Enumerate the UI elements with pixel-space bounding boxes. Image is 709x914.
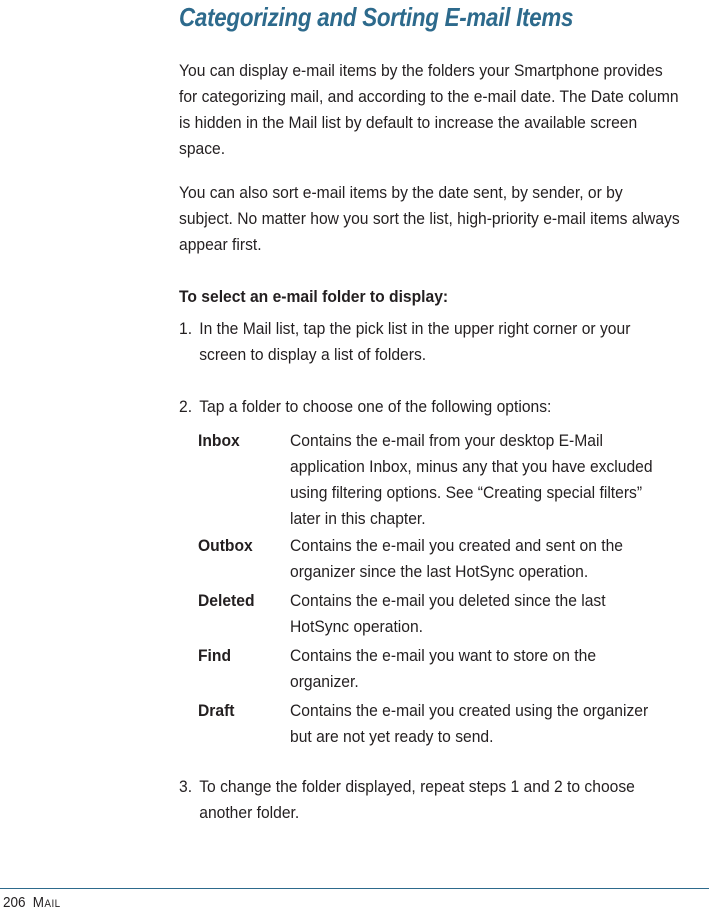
step-text: In the Mail list, tap the pick list in the upper right corner or your screen to display a list of folders. [199,319,631,364]
option-term: Find [198,646,232,665]
page-footer [3,894,61,912]
step-2 [179,394,680,420]
step-text: Tap a folder to choose one of the following options: [199,397,552,416]
option-description: Contains the e-mail you created using the organizer but are not yet ready to send. [290,701,649,746]
sort-paragraph: You can also sort e-mail items by the date sent, by sender, or by subject. No matter how you sort the list, high-priority e-mail items always appear first. [179,183,680,254]
footer-divider [0,888,709,889]
option-term: Inbox [198,431,240,450]
option-term: Draft [198,701,235,720]
option-description: Contains the e-mail you created and sent on the organizer since the last HotSync operation. [290,536,623,581]
step-number: 2. [179,397,193,416]
option-term: Deleted [198,591,255,610]
page-title: Categorizing and Sorting E-mail Items [179,2,574,32]
step-text: To change the folder displayed, repeat steps 1 and 2 to choose another folder. [199,777,635,822]
step-1 [179,316,680,368]
page-content [179,0,694,822]
step-number: 1. [179,319,193,338]
option-term: Outbox [198,536,253,555]
procedure-heading: To select an e-mail folder to display: [179,287,449,306]
section-name: Mail [32,894,61,911]
step-number: 3. [179,777,193,796]
step-3 [179,774,680,826]
option-description: Contains the e-mail you deleted since the last HotSync operation. [290,591,606,636]
option-description: Contains the e-mail from your desktop E-Mail application Inbox, minus any that you have excluded using filtering options. See “Creating special filters” later in this chapter. [290,431,653,528]
option-description: Contains the e-mail you want to store on the organizer. [290,646,597,691]
intro-paragraph: You can display e-mail items by the folders your Smartphone provides for categorizing mail, and according to the e-mail date. The Date column is hidden in the Mail list by default to increase the available screen space. [179,61,679,158]
page-number: 206 [3,894,26,911]
